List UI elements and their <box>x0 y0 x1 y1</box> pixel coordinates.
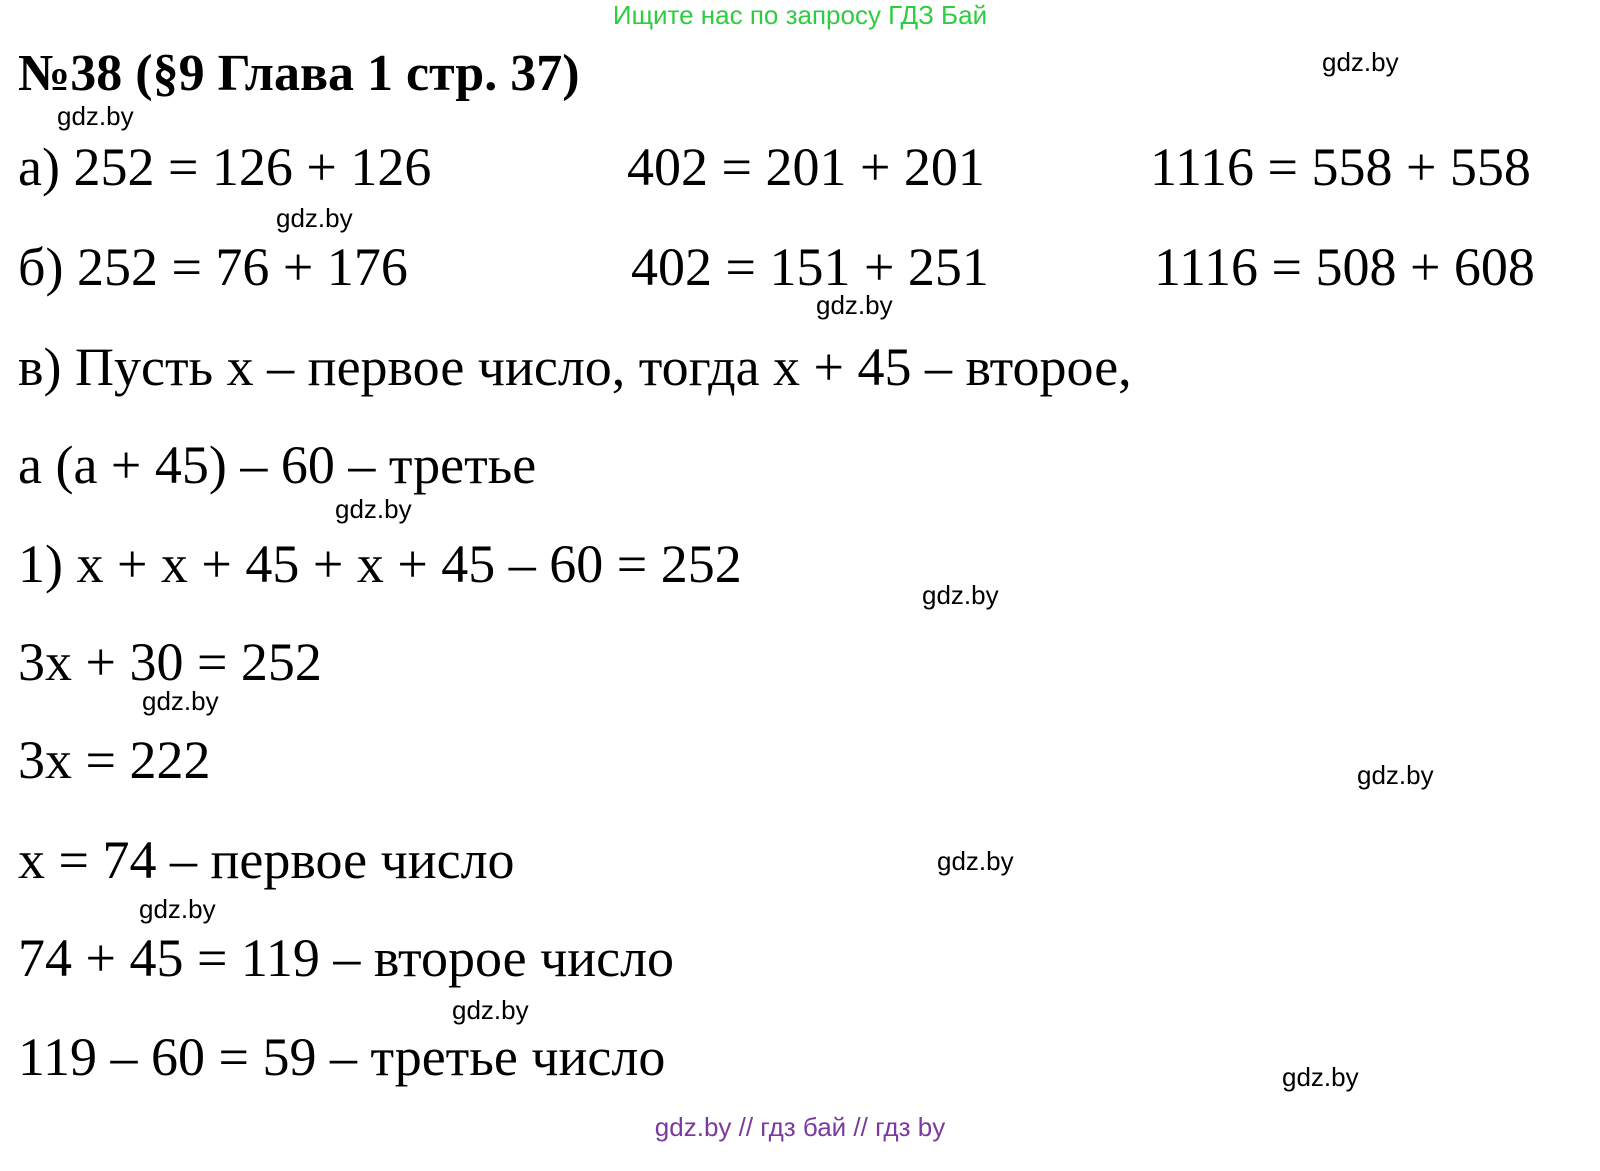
solution-line: в) Пусть x – первое число, тогда x + 45 – второе, <box>18 337 1132 397</box>
watermark: gdz.by <box>1282 1062 1359 1092</box>
row-b-col2: 402 = 151 + 251 <box>631 237 989 297</box>
solution-line: 119 – 60 = 59 – третье число <box>18 1027 666 1087</box>
watermark: gdz.by <box>57 101 134 131</box>
search-banner: Ищите нас по запросу ГДЗ Бай <box>612 0 988 30</box>
solution-line: 1) x + x + 45 + x + 45 – 60 = 252 <box>18 534 742 594</box>
watermark: gdz.by <box>937 846 1014 876</box>
row-b-col3: 1116 = 508 + 608 <box>1154 237 1535 297</box>
watermark: gdz.by <box>452 995 529 1025</box>
watermark: gdz.by <box>922 580 999 610</box>
exercise-title: №38 (§9 Глава 1 стр. 37) <box>18 45 580 102</box>
solution-line: 3x + 30 = 252 <box>18 632 322 692</box>
watermark: gdz.by <box>816 290 893 320</box>
row-a-col1: а) 252 = 126 + 126 <box>18 137 432 197</box>
footer-watermark: gdz.by // гдз бай // гдз by <box>654 1112 946 1142</box>
row-b-col1: б) 252 = 76 + 176 <box>18 237 408 297</box>
watermark: gdz.by <box>139 894 216 924</box>
solution-line: x = 74 – первое число <box>18 830 515 890</box>
watermark: gdz.by <box>142 686 219 716</box>
row-a-col2: 402 = 201 + 201 <box>627 137 985 197</box>
solution-line: 74 + 45 = 119 – второе число <box>18 928 675 988</box>
solution-line: а (а + 45) – 60 – третье <box>18 435 537 495</box>
watermark: gdz.by <box>1357 760 1434 790</box>
watermark: gdz.by <box>276 203 353 233</box>
watermark: gdz.by <box>1322 47 1399 77</box>
solution-line: 3x = 222 <box>18 730 211 790</box>
row-a-col3: 1116 = 558 + 558 <box>1150 137 1531 197</box>
watermark: gdz.by <box>335 494 412 524</box>
